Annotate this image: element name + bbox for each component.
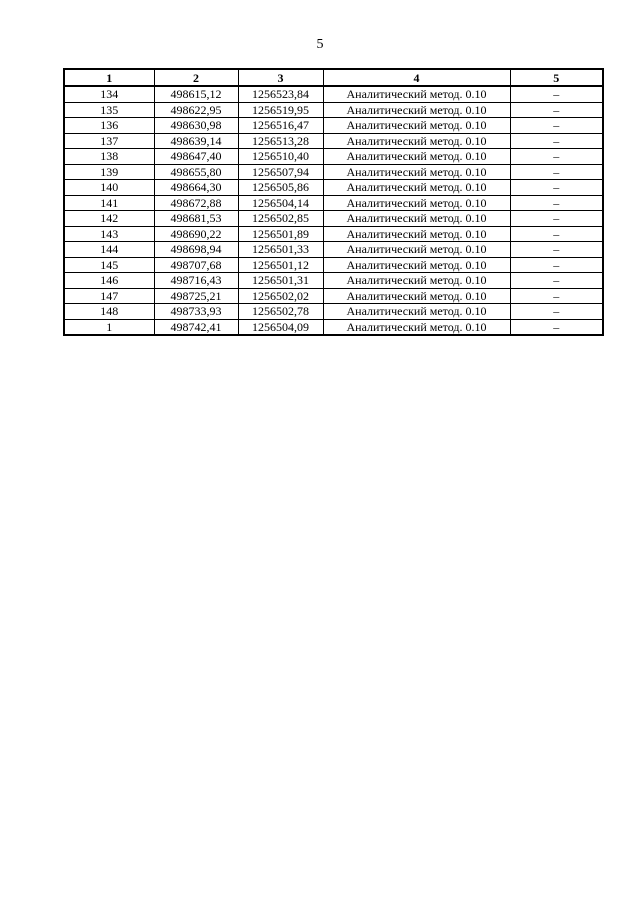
x-coordinate-cell: 498690,22 [154,226,238,242]
y-coordinate-cell: 1256501,89 [238,226,323,242]
table-row [64,288,603,304]
x-coordinate-cell: 498725,21 [154,288,238,304]
table-row [64,211,603,227]
method-cell: Аналитический метод. 0.10 [323,257,510,273]
method-cell: Аналитический метод. 0.10 [323,288,510,304]
column-header: 1 [64,69,154,86]
y-coordinate-cell: 1256504,09 [238,319,323,335]
note-cell: – [510,304,603,320]
table-row [64,304,603,320]
note-cell: – [510,102,603,118]
y-coordinate-cell: 1256501,12 [238,257,323,273]
table-row [64,226,603,242]
column-header: 2 [154,69,238,86]
table-row [64,273,603,289]
method-cell: Аналитический метод. 0.10 [323,319,510,335]
x-coordinate-cell: 498639,14 [154,133,238,149]
table-row [64,164,603,180]
table-row [64,180,603,196]
note-cell: – [510,288,603,304]
note-cell: – [510,133,603,149]
table-row [64,133,603,149]
table-row [64,149,603,165]
column-header: 5 [510,69,603,86]
table-header-row [64,69,603,86]
point-number-cell: 148 [64,304,154,320]
point-number-cell: 141 [64,195,154,211]
y-coordinate-cell: 1256502,02 [238,288,323,304]
x-coordinate-cell: 498698,94 [154,242,238,258]
x-coordinate-cell: 498664,30 [154,180,238,196]
x-coordinate-cell: 498681,53 [154,211,238,227]
y-coordinate-cell: 1256507,94 [238,164,323,180]
method-cell: Аналитический метод. 0.10 [323,273,510,289]
point-number-cell: 134 [64,86,154,102]
method-cell: Аналитический метод. 0.10 [323,118,510,134]
table-row [64,257,603,273]
point-number-cell: 147 [64,288,154,304]
x-coordinate-cell: 498622,95 [154,102,238,118]
note-cell: – [510,195,603,211]
method-cell: Аналитический метод. 0.10 [323,180,510,196]
x-coordinate-cell: 498655,80 [154,164,238,180]
table-row [64,195,603,211]
x-coordinate-cell: 498707,68 [154,257,238,273]
method-cell: Аналитический метод. 0.10 [323,133,510,149]
note-cell: – [510,242,603,258]
note-cell: – [510,164,603,180]
method-cell: Аналитический метод. 0.10 [323,149,510,165]
y-coordinate-cell: 1256502,78 [238,304,323,320]
point-number-cell: 144 [64,242,154,258]
y-coordinate-cell: 1256502,85 [238,211,323,227]
table-row [64,242,603,258]
column-header: 4 [323,69,510,86]
point-number-cell: 137 [64,133,154,149]
method-cell: Аналитический метод. 0.10 [323,242,510,258]
point-number-cell: 143 [64,226,154,242]
note-cell: – [510,149,603,165]
y-coordinate-cell: 1256516,47 [238,118,323,134]
x-coordinate-cell: 498630,98 [154,118,238,134]
point-number-cell: 146 [64,273,154,289]
note-cell: – [510,319,603,335]
y-coordinate-cell: 1256501,31 [238,273,323,289]
method-cell: Аналитический метод. 0.10 [323,102,510,118]
note-cell: – [510,118,603,134]
point-number-cell: 136 [64,118,154,134]
x-coordinate-cell: 498733,93 [154,304,238,320]
method-cell: Аналитический метод. 0.10 [323,195,510,211]
y-coordinate-cell: 1256501,33 [238,242,323,258]
point-number-cell: 140 [64,180,154,196]
note-cell: – [510,257,603,273]
y-coordinate-cell: 1256523,84 [238,86,323,102]
table-body [64,86,603,335]
note-cell: – [510,226,603,242]
method-cell: Аналитический метод. 0.10 [323,86,510,102]
y-coordinate-cell: 1256519,95 [238,102,323,118]
note-cell: – [510,273,603,289]
coordinates-table [63,68,604,336]
point-number-cell: 138 [64,149,154,165]
y-coordinate-cell: 1256504,14 [238,195,323,211]
method-cell: Аналитический метод. 0.10 [323,211,510,227]
x-coordinate-cell: 498615,12 [154,86,238,102]
point-number-cell: 142 [64,211,154,227]
point-number-cell: 139 [64,164,154,180]
table-row [64,319,603,335]
page-number: 5 [316,37,324,52]
x-coordinate-cell: 498716,43 [154,273,238,289]
y-coordinate-cell: 1256510,40 [238,149,323,165]
x-coordinate-cell: 498672,88 [154,195,238,211]
table-row [64,86,603,102]
method-cell: Аналитический метод. 0.10 [323,304,510,320]
table-row [64,102,603,118]
column-header: 3 [238,69,323,86]
table-row [64,118,603,134]
method-cell: Аналитический метод. 0.10 [323,164,510,180]
x-coordinate-cell: 498647,40 [154,149,238,165]
y-coordinate-cell: 1256505,86 [238,180,323,196]
note-cell: – [510,211,603,227]
y-coordinate-cell: 1256513,28 [238,133,323,149]
point-number-cell: 1 [64,319,154,335]
x-coordinate-cell: 498742,41 [154,319,238,335]
method-cell: Аналитический метод. 0.10 [323,226,510,242]
point-number-cell: 145 [64,257,154,273]
point-number-cell: 135 [64,102,154,118]
note-cell: – [510,86,603,102]
note-cell: – [510,180,603,196]
